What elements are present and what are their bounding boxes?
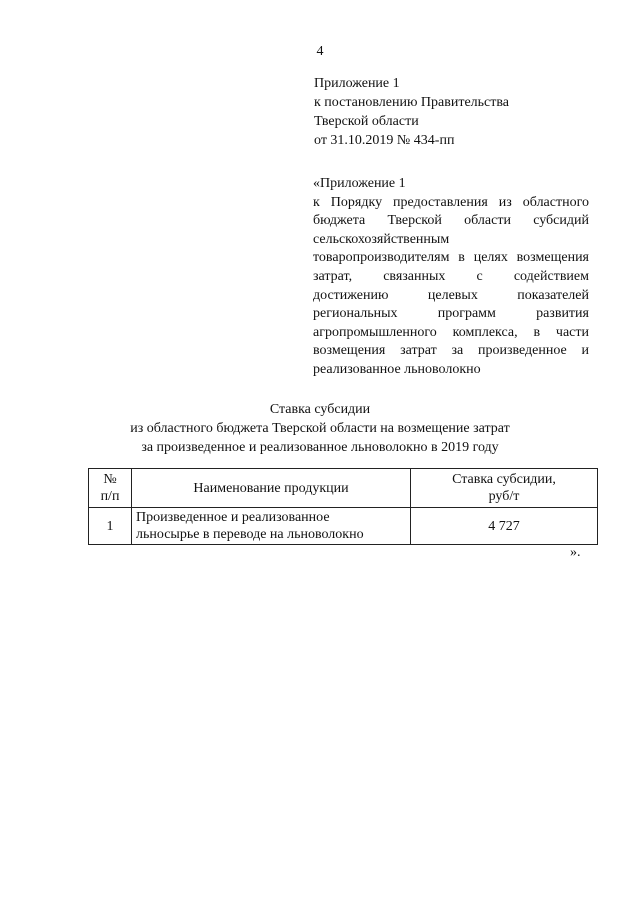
order-line: сельскохозяйственным [313, 231, 450, 247]
appendix-date-line: от 31.10.2019 № 434-пп [314, 133, 455, 148]
closing-quote: ». [570, 545, 581, 560]
table-header-row [89, 469, 598, 508]
appendix-header [314, 74, 604, 150]
order-line: затрат, связанных с содействием [313, 268, 589, 284]
cell-rate: 4 727 [411, 508, 598, 545]
cell-number: 1 [89, 508, 132, 545]
order-line: возмещения затрат за произведенное и [313, 343, 589, 359]
header-number [89, 469, 132, 508]
header-number-line: № [103, 472, 117, 487]
header-product-name: Наименование продукции [132, 469, 411, 508]
header-rate-line: Ставка субсидии, [452, 472, 556, 487]
order-line: бюджета Тверской области субсидий [313, 213, 589, 229]
document-title [0, 400, 640, 457]
order-line: к Порядку предоставления из областного [313, 194, 589, 210]
order-line: товаропроизводителям в целях возмещения [313, 250, 589, 266]
header-rate-line: руб/т [488, 489, 520, 504]
title-line: из областного бюджета Тверской области на возмещение затрат [130, 421, 510, 436]
header-number-line: п/п [100, 489, 120, 504]
order-line: региональных программ развития [313, 306, 589, 322]
order-line: реализованное льноволокно [313, 361, 481, 377]
order-appendix-block [313, 175, 589, 380]
order-line: агропромышленного комплекса, в части [313, 324, 589, 340]
cell-product-line: льносырье в переводе на льноволокно [136, 527, 364, 542]
header-rate [411, 469, 598, 508]
order-line: достижению целевых показателей [313, 287, 589, 303]
order-line: «Приложение 1 [313, 176, 406, 191]
title-line: Ставка субсидии [269, 402, 371, 417]
table-row [89, 508, 598, 545]
appendix-ref-line: к постановлению Правительства [314, 95, 510, 110]
page-number: 4 [316, 44, 324, 59]
cell-product-line: Произведенное и реализованное [136, 510, 330, 525]
title-line: за произведенное и реализованное льноволокно в 2019 году [141, 440, 499, 455]
subsidy-rate-table [88, 468, 598, 545]
cell-product-name [132, 508, 411, 545]
appendix-region-line: Тверской области [314, 114, 419, 129]
appendix-title: Приложение 1 [314, 76, 400, 91]
